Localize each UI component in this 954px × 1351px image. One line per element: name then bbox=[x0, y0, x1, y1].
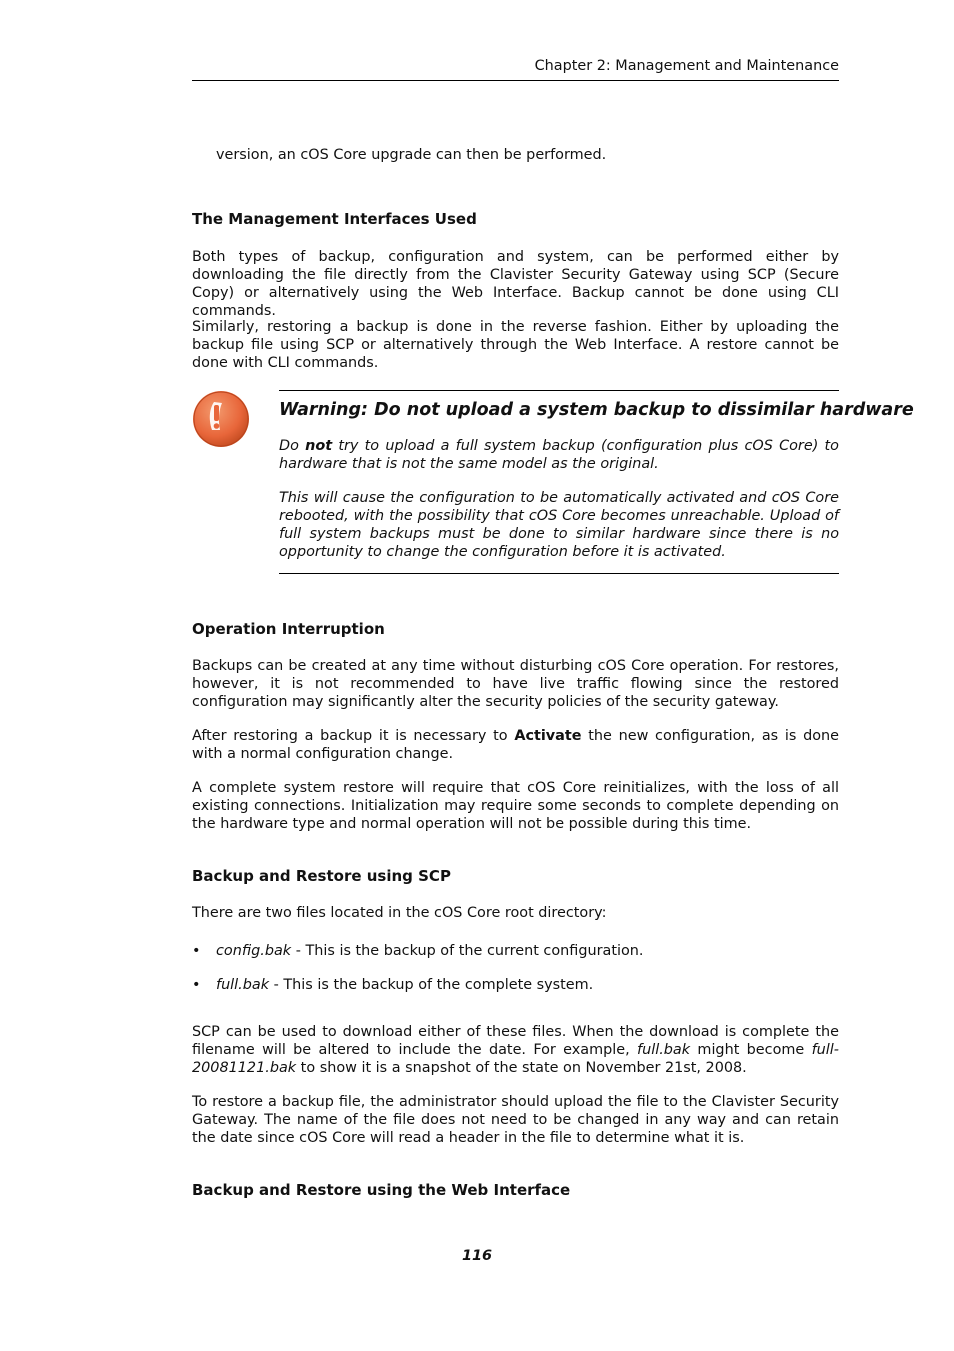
warning-box bbox=[279, 390, 914, 574]
section-heading-scp: Backup and Restore using SCP bbox=[192, 867, 451, 885]
filename: full.bak bbox=[637, 1042, 691, 1058]
text-run: - This is the backup of the complete system. bbox=[269, 977, 594, 993]
text-run: try to upload a full system backup (configuration plus cOS Core) to hardware that is not the same model as the original. bbox=[279, 438, 839, 472]
warning-paragraph: This will cause the configuration to be automatically activated and cOS Core rebooted, with the possibility that cOS Core becomes unreachable. Upload of full system backups must be done to similar hardware since there is no opportunity to change the configuration before it is activated. bbox=[279, 490, 839, 560]
filename: full.bak bbox=[216, 977, 270, 993]
paragraph: Both types of backup, configuration and system, can be performed either by downloading the file directly from the Clavister Security Gateway using SCP (Secure Copy) or alternatively using the Web Interface. Backup cannot be done using CLI commands. bbox=[192, 249, 839, 319]
bullet-dot: • bbox=[192, 943, 201, 959]
intro-continuation: version, an cOS Core upgrade can then be performed. bbox=[216, 147, 607, 163]
chapter-title: Chapter 2: Management and Maintenance bbox=[534, 58, 839, 74]
page-number: 116 bbox=[461, 1248, 493, 1264]
section-heading-management-interfaces: The Management Interfaces Used bbox=[192, 210, 477, 228]
warning-title: Warning: Do not upload a system backup to dissimilar hardware bbox=[279, 400, 914, 420]
paragraph bbox=[192, 727, 839, 763]
text-run: the new configuration, as is done with a normal configuration change. bbox=[192, 728, 839, 762]
text-run: might become bbox=[690, 1042, 812, 1058]
text-run: After restoring a backup it is necessary to bbox=[192, 728, 515, 744]
paragraph: A complete system restore will require that cOS Core reinitializes, with the loss of all existing connections. Initialization may require some seconds to complete depending on the hardware type and normal operation will not be possible during this time. bbox=[192, 780, 839, 832]
text-run: Do bbox=[279, 438, 306, 454]
paragraph: Backups can be created at any time without disturbing cOS Core operation. For restores, however, it is not recommended to have live traffic flowing since the restored configuration may significantly alter the security policies of the security gateway. bbox=[192, 658, 839, 710]
emphasis-not: not bbox=[305, 438, 333, 454]
warning-icon bbox=[192, 390, 250, 448]
list-item-text bbox=[216, 976, 593, 994]
paragraph: To restore a backup file, the administrator should upload the file to the Clavister Security Gateway. The name of the file does not need to be changed in any way and can retain the date since cOS Core will read a header in the file to determine what it is. bbox=[192, 1094, 839, 1146]
text-run: - This is the backup of the current configuration. bbox=[291, 943, 644, 959]
text-run: SCP can be used to download either of these files. When the download is complete the filename will be altered to include the date. For example, bbox=[192, 1024, 839, 1058]
filename: full-20081121.bak bbox=[192, 1042, 839, 1076]
section-heading-web-interface: Backup and Restore using the Web Interface bbox=[192, 1181, 571, 1199]
section-heading-operation-interruption: Operation Interruption bbox=[192, 620, 385, 638]
text-run: to show it is a snapshot of the state on November 21st, 2008. bbox=[296, 1060, 747, 1076]
page-header bbox=[192, 55, 839, 81]
emphasis-activate: Activate bbox=[514, 728, 582, 744]
bullet-dot: • bbox=[192, 977, 201, 993]
paragraph bbox=[192, 1023, 839, 1077]
list-item-text bbox=[216, 942, 643, 960]
warning-paragraph bbox=[279, 437, 839, 473]
paragraph: There are two files located in the cOS Core root directory: bbox=[192, 905, 607, 921]
paragraph: Similarly, restoring a backup is done in the reverse fashion. Either by uploading the backup file using SCP or alternatively through the Web Interface. A restore cannot be done with CLI commands. bbox=[192, 319, 839, 371]
filename: config.bak bbox=[216, 943, 292, 959]
